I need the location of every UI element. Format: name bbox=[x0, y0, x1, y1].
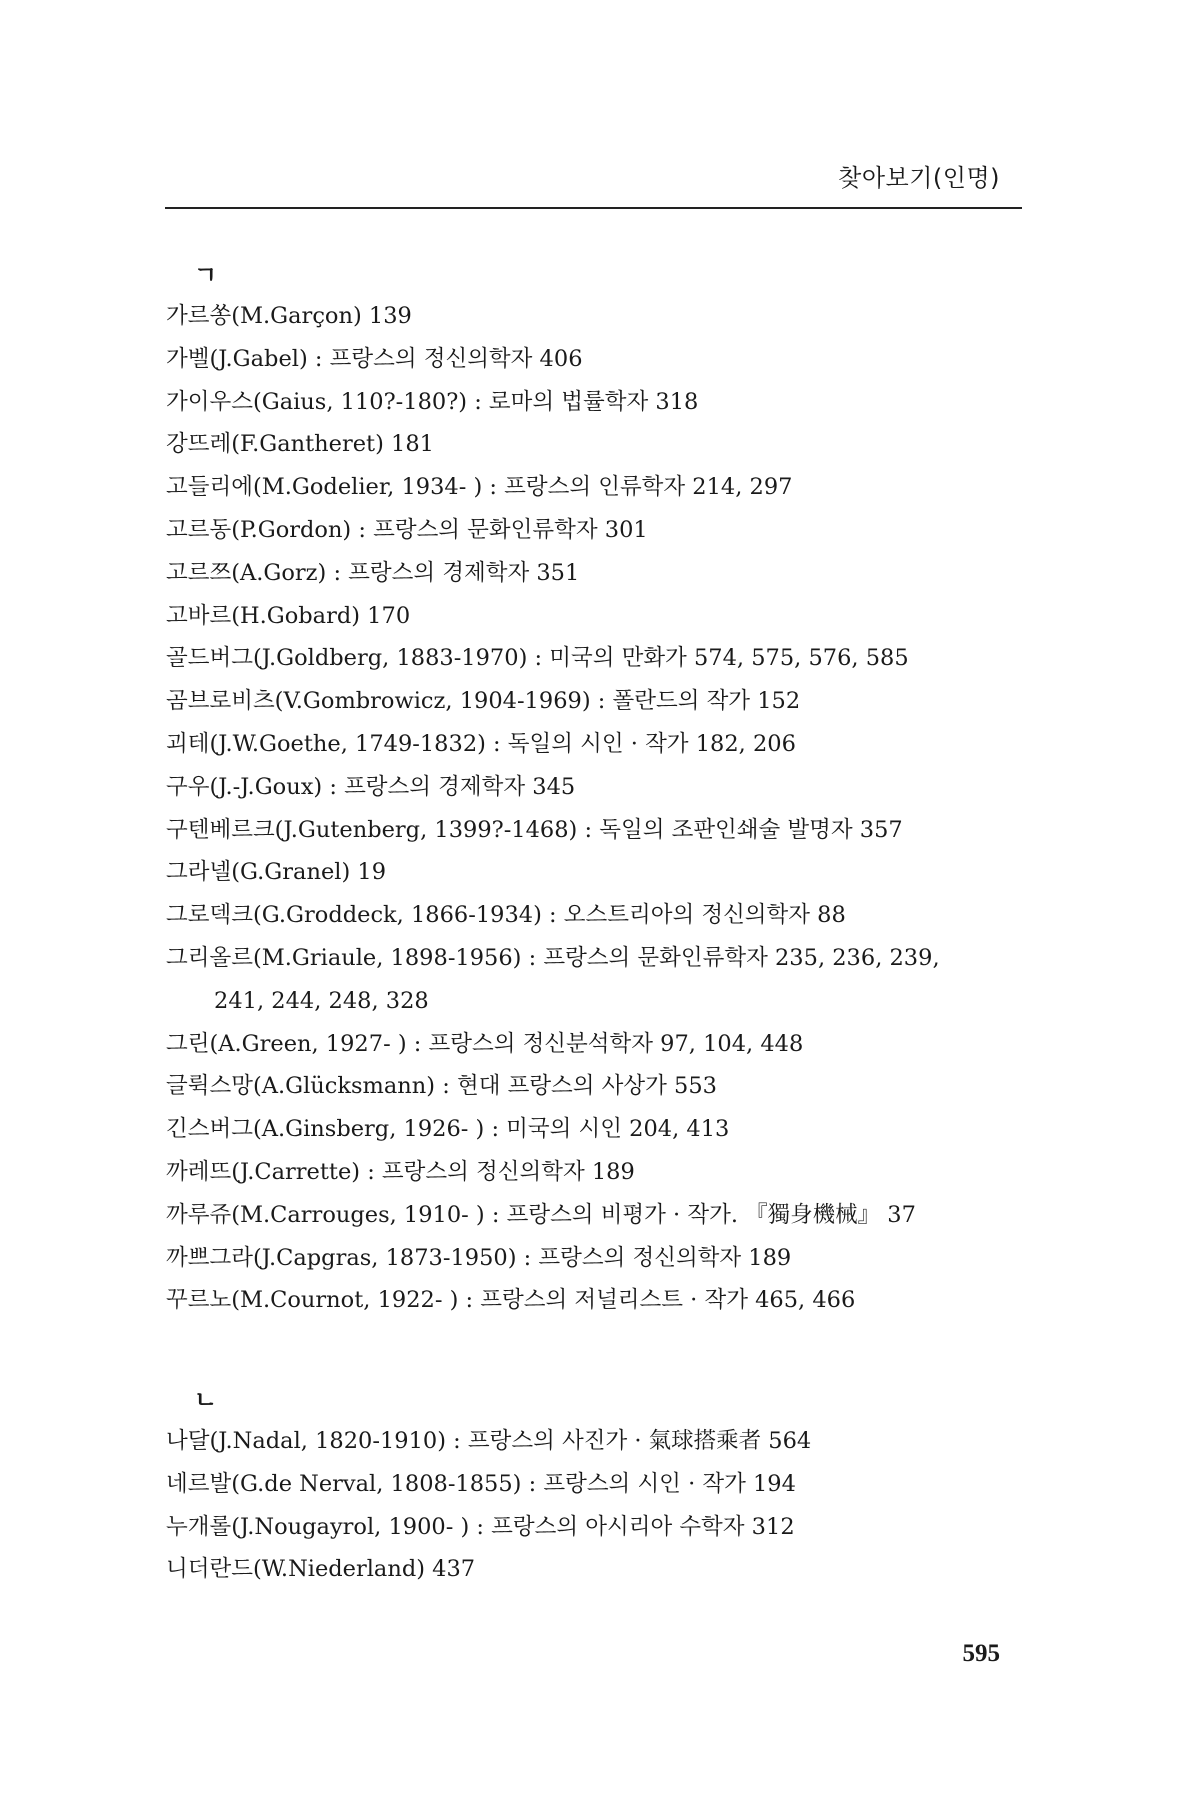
index-entry: 그로덱크(G.Groddeck, 1866-1934) : 오스트리아의 정신의학자 88 bbox=[166, 902, 846, 929]
index-entry: 고르동(P.Gordon) : 프랑스의 문화인류학자 301 bbox=[166, 516, 648, 543]
section-letter: ㄱ bbox=[194, 261, 218, 289]
index-entry: 곰브로비츠(V.Gombrowicz, 1904-1969) : 폴란드의 작가 152 bbox=[166, 688, 801, 715]
header-divider bbox=[165, 207, 1022, 209]
index-entry: 긴스버그(A.Ginsberg, 1926- ) : 미국의 시인 204, 413 bbox=[166, 1116, 730, 1143]
index-section-giyeok bbox=[166, 255, 1046, 1322]
index-entry: 나달(J.Nadal, 1820-1910) : 프랑스의 사진가 · 氣球搭乘者 564 bbox=[166, 1428, 812, 1454]
index-entry: 구텐베르크(J.Gutenberg, 1399?-1468) : 독일의 조판인쇄술 발명자 357 bbox=[166, 816, 903, 843]
index-entry: 가르쏭(M.Garçon) 139 bbox=[166, 303, 412, 329]
index-entry: 까쁘그라(J.Capgras, 1873-1950) : 프랑스의 정신의학자 189 bbox=[166, 1244, 792, 1271]
index-entry: 까루쥬(M.Carrouges, 1910- ) : 프랑스의 비평가 · 작가. 『獨身機械』 37 bbox=[166, 1201, 916, 1228]
index-entry: 네르발(G.de Nerval, 1808-1855) : 프랑스의 시인 · 작가 194 bbox=[166, 1470, 796, 1497]
index-entry: 구우(J.-J.Goux) : 프랑스의 경제학자 345 bbox=[166, 773, 576, 800]
index-entry: 고들리에(M.Godelier, 1934- ) : 프랑스의 인류학자 214, 297 bbox=[166, 474, 793, 501]
index-entry: 가이우스(Gaius, 110?-180?) : 로마의 법률학자 318 bbox=[166, 388, 699, 415]
index-entry: 고르쯔(A.Gorz) : 프랑스의 경제학자 351 bbox=[166, 559, 580, 586]
index-entry: 누개롤(J.Nougayrol, 1900- ) : 프랑스의 아시리아 수학자 312 bbox=[166, 1513, 795, 1540]
index-entry: 까레뜨(J.Carrette) : 프랑스의 정신의학자 189 bbox=[166, 1158, 635, 1185]
index-entry: 그리올르(M.Griaule, 1898-1956) : 프랑스의 문화인류학자 235, 236, 239, bbox=[166, 944, 940, 971]
index-entry: 그린(A.Green, 1927- ) : 프랑스의 정신분석학자 97, 104, 448 bbox=[166, 1030, 804, 1057]
index-entry: 강뜨레(F.Gantheret) 181 bbox=[166, 431, 434, 458]
index-entry: 골드버그(J.Goldberg, 1883-1970) : 미국의 만화가 574, 575, 576, 585 bbox=[166, 645, 909, 672]
section-letter: ㄴ bbox=[194, 1386, 218, 1414]
page-number: 595 bbox=[962, 1640, 1000, 1667]
index-section-nieun bbox=[166, 1380, 1046, 1591]
index-entry: 고바르(H.Gobard) 170 bbox=[166, 602, 411, 629]
index-entry: 가벨(J.Gabel) : 프랑스의 정신의학자 406 bbox=[166, 345, 583, 372]
index-entry: 니더란드(W.Niederland) 437 bbox=[166, 1556, 476, 1583]
index-entry: 꾸르노(M.Cournot, 1922- ) : 프랑스의 저널리스트 · 작가 465, 466 bbox=[166, 1287, 856, 1314]
running-header: 찾아보기(인명) bbox=[838, 164, 1000, 192]
index-entry-continuation: 241, 244, 248, 328 bbox=[214, 987, 429, 1014]
index-entry: 글뤽스망(A.Glücksmann) : 현대 프랑스의 사상가 553 bbox=[166, 1073, 717, 1100]
index-entry: 괴테(J.W.Goethe, 1749-1832) : 독일의 시인 · 작가 182, 206 bbox=[166, 730, 796, 757]
index-entry: 그라넬(G.Granel) 19 bbox=[166, 859, 387, 886]
